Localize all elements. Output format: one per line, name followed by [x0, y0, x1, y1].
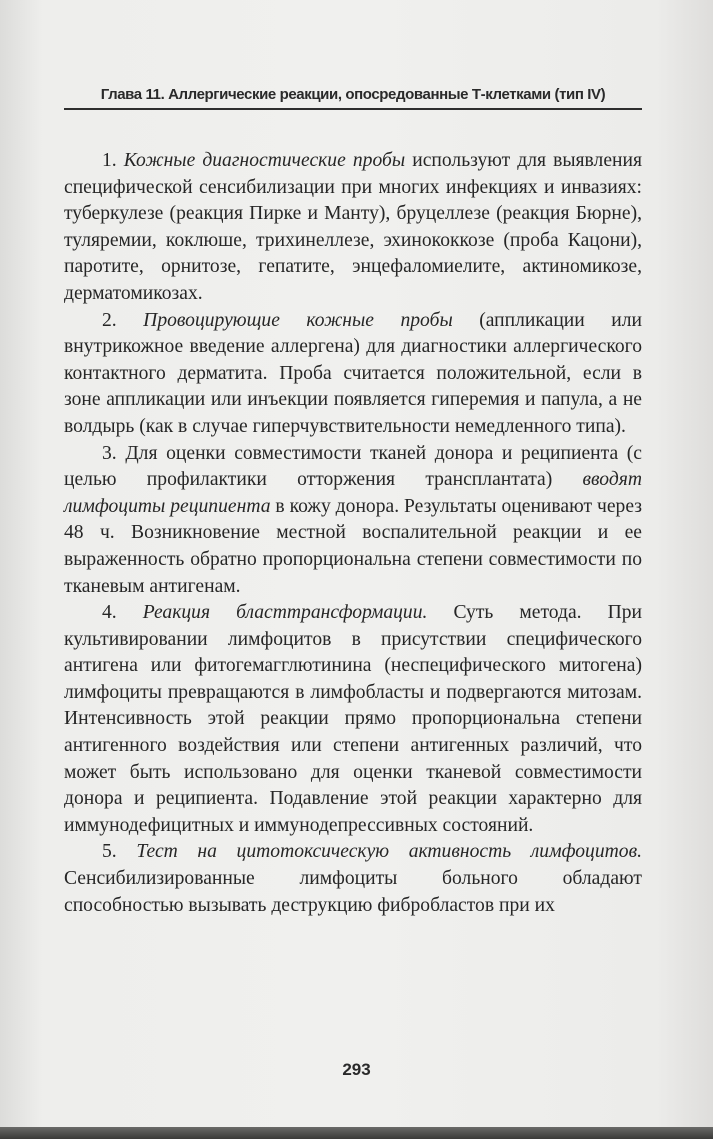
- paragraph-lead: 5.: [102, 841, 137, 863]
- scan-bottom-edge: [0, 1127, 713, 1139]
- page-number: 293: [342, 1060, 371, 1079]
- paragraph-5: [64, 839, 642, 919]
- paragraph-lead: 1.: [102, 150, 124, 171]
- paragraph-lead: 4.: [102, 602, 143, 624]
- paragraph-lead: 3. Для оценки совместимости тканей донора и реципиента (с целью профилактики отторжения трансплантата): [64, 442, 642, 491]
- paragraph-2: [64, 308, 642, 441]
- body-text: [64, 148, 642, 919]
- paragraph-3: [64, 441, 642, 601]
- paragraph-text: в кожу донора. Результаты оценивают через 48 ч. Возникновение местной воспалительной реакции и ее выраженность обратно пропорциональна степени совместимости по тканевым антигенам.: [64, 495, 642, 597]
- paragraph-term: Провоцирующие кожные пробы: [143, 309, 453, 331]
- paragraph-term: вводят лимфоциты реципиента: [64, 469, 642, 517]
- paragraph-1: [64, 148, 642, 308]
- paragraph-text: Суть метода. При культивировании лимфоцитов в присутствии специфического антигена или фитогемагглютинина (неспецифического митогена) лимфоциты превращаются в лимфобласты и подвергаются митозам. Интенсивность этой реакции прямо пропорциональна степени антигенного воздействия или степени антигенных различий, что может быть использовано для оценки тканевой совместимости донора и реципиента. Подавление этой реакции характерно для иммунодефицитных и иммунодепрессивных состояний.: [64, 602, 643, 836]
- paragraph-text: используют для выявления специфической сенсибилизации при многих инфекциях и инвазиях: туберкулезе (реакция Пирке и Манту), бруцеллезе (реакция Бюрне), туляремии, коклюше, трихинеллезе, эхинококкозе (проба Кацони), паротите, орнитозе, гепатите, энцефаломиелите, актиномикозе, дерматомикозах.: [64, 150, 643, 304]
- paragraph-text: (аппликации или внутрикожное введение аллергена) для диагностики аллергического контактного дерматита. Проба считается положительной, если в зоне аппликации или инъекции появляется гиперемия и папула, а не волдырь (как в случае гиперчувствительности немедленного типа).: [64, 309, 642, 437]
- paragraph-term: Реакция бласттрансформации.: [142, 602, 428, 624]
- paragraph-term: Тест на цитотоксическую активность лимфоцитов.: [136, 841, 642, 863]
- paragraph-term: Кожные диагностические пробы: [123, 150, 406, 171]
- running-head: Глава 11. Аллергические реакции, опосредованные Т-клетками (тип IV): [100, 86, 606, 103]
- paragraph-text: Сенсибилизированные лимфоциты больного обладают способностью вызывать деструкцию фибробластов при их: [64, 868, 642, 916]
- paragraph-lead: 2.: [102, 309, 144, 331]
- paragraph-4: [64, 600, 642, 839]
- header-rule: [64, 108, 642, 110]
